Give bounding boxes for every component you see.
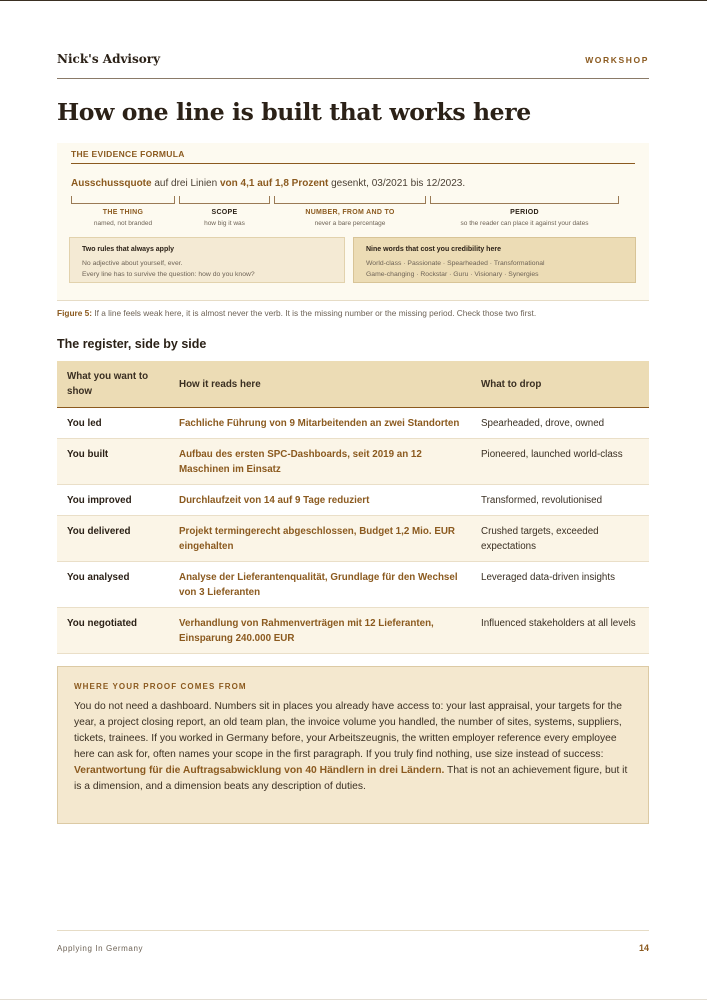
figure-label: THE EVIDENCE FORMULA xyxy=(71,149,635,164)
top-rule xyxy=(0,0,707,1)
bracket-title: PERIOD xyxy=(510,209,539,216)
table-row xyxy=(57,408,649,439)
cell-show: You built xyxy=(57,439,169,485)
evidence-formula-figure xyxy=(57,143,649,301)
proof-callout xyxy=(57,666,649,824)
cell-drop: Leveraged data-driven insights xyxy=(471,562,649,608)
rules-box xyxy=(69,237,345,283)
table-row xyxy=(57,608,649,654)
bracket-number xyxy=(274,196,426,204)
bracket-title: NUMBER, FROM AND TO xyxy=(305,209,395,216)
register-table xyxy=(57,361,649,654)
column-header: What to drop xyxy=(471,361,649,408)
cell-show: You delivered xyxy=(57,516,169,562)
table-row xyxy=(57,562,649,608)
section-label: WORKSHOP xyxy=(585,55,649,65)
table-row xyxy=(57,439,649,485)
table-row xyxy=(57,485,649,516)
formula-period: gesenkt, 03/2021 bis 12/2023. xyxy=(328,178,466,189)
banned-words-box xyxy=(353,237,636,283)
figure-caption xyxy=(57,308,536,318)
formula-thing: Ausschussquote xyxy=(71,178,152,189)
proof-text-end: That is not an achievement figure, but it is a dimension, and a dimension beats any description of duties. xyxy=(74,765,628,792)
cell-drop: Crushed targets, exceeded expectations xyxy=(471,516,649,562)
page-footer xyxy=(57,930,649,961)
page-title: How one line is built that works here xyxy=(57,98,531,126)
banned-words-title: Nine words that cost you credibility here xyxy=(366,246,501,253)
cell-show: You negotiated xyxy=(57,608,169,654)
cell-drop: Pioneered, launched world-class xyxy=(471,439,649,485)
register-heading: The register, side by side xyxy=(57,337,207,351)
cell-drop: Influenced stakeholders at all levels xyxy=(471,608,649,654)
bracket-subtitle: never a bare percentage xyxy=(314,220,386,227)
proof-example: Verantwortung für die Auftragsabwicklung von 40 Händlern in drei Ländern. xyxy=(74,765,445,776)
bracket-title: SCOPE xyxy=(211,209,238,216)
formula-numbers: von 4,1 auf 1,8 Prozent xyxy=(219,178,329,189)
proof-text: You do not need a dashboard. Numbers sit in places you already have access to: your last appraisal, your targets for the year, a project closing report, an old team plan, the invoice volume you handled, the number of sites, systems, suppliers, tickets, trainees. If you worked in Germany before, your Arbeitszeugnis, the written employer reference every employee here can ask for, often names your scope in the first paragraph. If you truly find nothing, use size instead of success: xyxy=(74,701,622,760)
bracket-thing xyxy=(71,196,175,204)
column-header: What you want to show xyxy=(57,361,169,408)
cell-reads: Analyse der Lieferantenqualität, Grundlage für den Wechsel von 3 Lieferanten xyxy=(169,562,471,608)
table-header-row xyxy=(57,361,649,408)
cell-drop: Transformed, revolutionised xyxy=(471,485,649,516)
bracket-title: THE THING xyxy=(102,209,144,216)
caption-text: If a line feels weak here, it is almost never the verb. It is the missing number or the missing period. Check those two first. xyxy=(92,308,537,318)
cell-reads: Projekt termingerecht abgeschlossen, Budget 1,2 Mio. EUR eingehalten xyxy=(169,516,471,562)
brand-name: Nick's Advisory xyxy=(57,52,161,66)
cell-reads: Fachliche Führung von 9 Mitarbeitenden an zwei Standorten xyxy=(169,408,471,439)
page-header xyxy=(57,52,649,79)
bracket-subtitle: named, not branded xyxy=(93,220,153,227)
rules-box-title: Two rules that always apply xyxy=(82,246,175,253)
bracket-subtitle: how big it was xyxy=(204,220,245,227)
rules-box-line: Every line has to survive the question: how do you know? xyxy=(82,271,255,278)
bracket-period xyxy=(430,196,619,204)
bracket-scope xyxy=(179,196,270,204)
formula-scope: auf drei Linien xyxy=(151,178,220,189)
bracket-subtitle: so the reader can place it against your dates xyxy=(460,220,589,227)
cell-reads: Durchlaufzeit von 14 auf 9 Tage reduziert xyxy=(169,485,471,516)
rules-box-line: No adjective about yourself, ever. xyxy=(82,260,183,267)
column-header: How it reads here xyxy=(169,361,471,408)
cell-drop: Spearheaded, drove, owned xyxy=(471,408,649,439)
proof-label: WHERE YOUR PROOF COMES FROM xyxy=(74,682,247,691)
cell-reads: Verhandlung von Rahmenverträgen mit 12 Lieferanten, Einsparung 240.000 EUR xyxy=(169,608,471,654)
formula-sentence xyxy=(71,178,465,189)
bottom-rule xyxy=(0,999,707,1000)
cell-reads: Aufbau des ersten SPC-Dashboards, seit 2019 an 12 Maschinen im Einsatz xyxy=(169,439,471,485)
banned-words-line: World-class · Passionate · Spearheaded · Transformational xyxy=(366,260,545,267)
banned-words-line: Game-changing · Rockstar · Guru · Visionary · Synergies xyxy=(366,271,539,278)
cell-show: You led xyxy=(57,408,169,439)
cell-show: You analysed xyxy=(57,562,169,608)
proof-body xyxy=(74,699,633,795)
caption-label: Figure 5: xyxy=(57,308,93,318)
footer-title: Applying In Germany xyxy=(57,944,144,953)
cell-show: You improved xyxy=(57,485,169,516)
page-number: 14 xyxy=(638,943,649,953)
table-row xyxy=(57,516,649,562)
